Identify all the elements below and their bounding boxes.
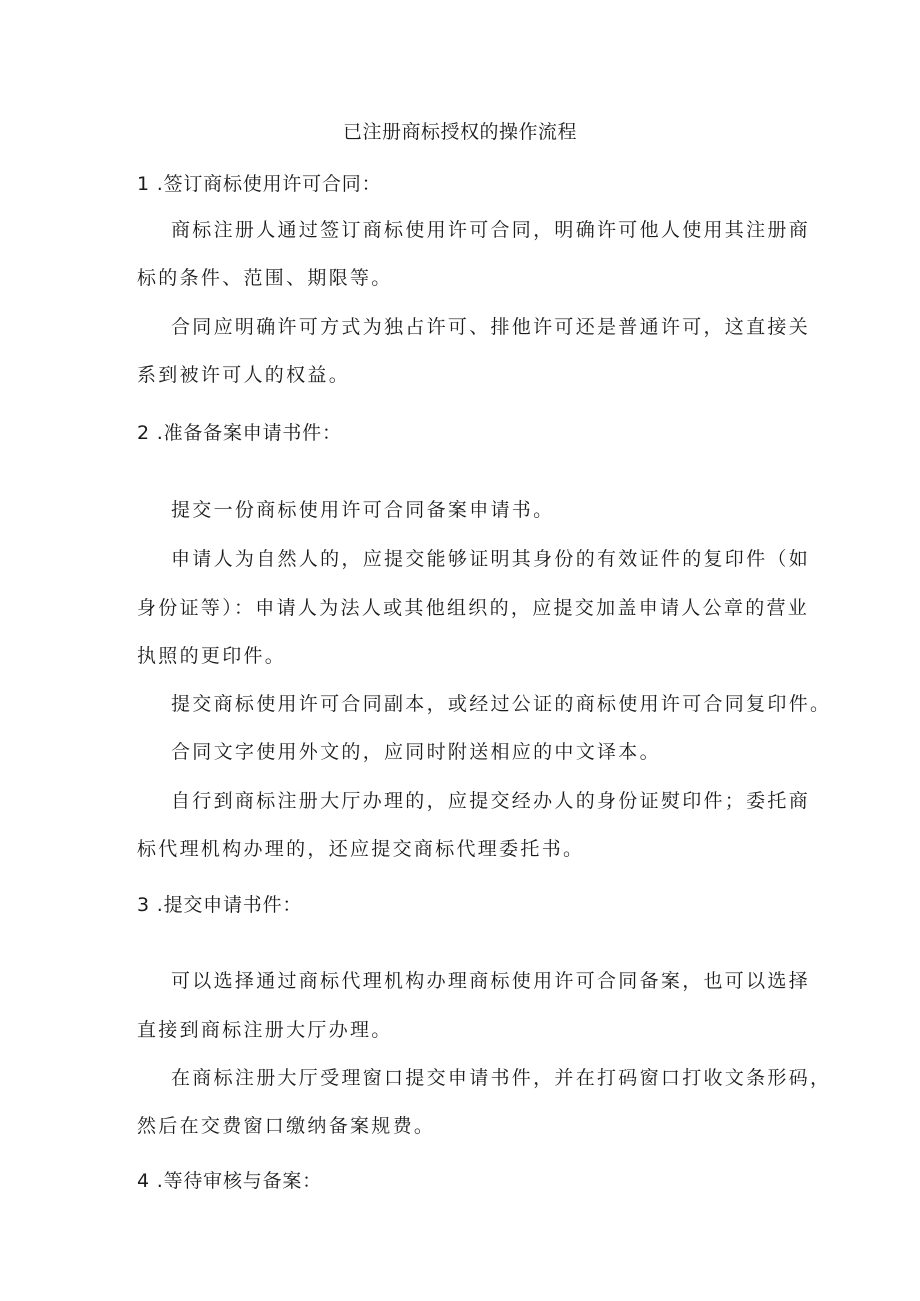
section-2-paragraph-2-line-1: 申请人为自然人的，应提交能够证明其身份的有效证件的复印件（如 (171, 548, 811, 570)
section-1-paragraph-2-line-1: 合同应明确许可方式为独占许可、排他许可还是普通许可，这直接关 (171, 316, 811, 338)
section-1-paragraph-2-line-2: 系到被许可人的权益。 (137, 364, 351, 386)
section-3-paragraph-2-line-2: 然后在交费窗口缴纳备案规费。 (137, 1115, 436, 1137)
section-2-paragraph-5-line-2: 标代理机构办理的，还应提交商标代理委托书。 (137, 838, 585, 860)
section-1-heading: 1 .签订商标使用许可合同： (137, 173, 382, 195)
section-3-paragraph-1-line-1: 可以选择通过商标代理机构办理商标使用许可合同备案，也可以选择 (171, 970, 811, 992)
section-1-paragraph-1-line-1: 商标注册人通过签订商标使用许可合同，明确许可他人使用其注册商 (171, 219, 811, 241)
section-2-paragraph-2-line-3: 执照的更印件。 (137, 645, 287, 667)
section-4-heading: 4 .等待审核与备案： (137, 1170, 322, 1192)
section-1-paragraph-1-line-2: 标的条件、范围、期限等。 (137, 267, 393, 289)
document-title: 已注册商标授权的操作流程 (342, 121, 577, 143)
section-2-paragraph-1-line-1: 提交一份商标使用许可合同备案申请书。 (171, 499, 555, 521)
section-3-paragraph-2-line-1: 在商标注册大厅受理窗口提交申请书件，并在打码窗口打收文条形码， (171, 1067, 832, 1089)
section-3-heading: 3 .提交申请书件： (137, 894, 303, 916)
section-2-paragraph-4-line-1: 合同文字使用外文的，应同时附送相应的中文译本。 (171, 741, 661, 763)
section-2-paragraph-5-line-1: 自行到商标注册大厅办理的，应提交经办人的身份证熨印件；委托商 (171, 790, 811, 812)
section-3-paragraph-1-line-2: 直接到商标注册大厅办理。 (137, 1019, 393, 1041)
section-2-paragraph-2-line-2: 身份证等）：申请人为法人或其他组织的，应提交加盖申请人公章的营业 (137, 597, 810, 619)
section-2-paragraph-3-line-1: 提交商标使用许可合同副本，或经过公证的商标使用许可合同复印件。 (171, 693, 832, 715)
section-2-heading: 2 .准备备案申请书件： (137, 422, 342, 444)
